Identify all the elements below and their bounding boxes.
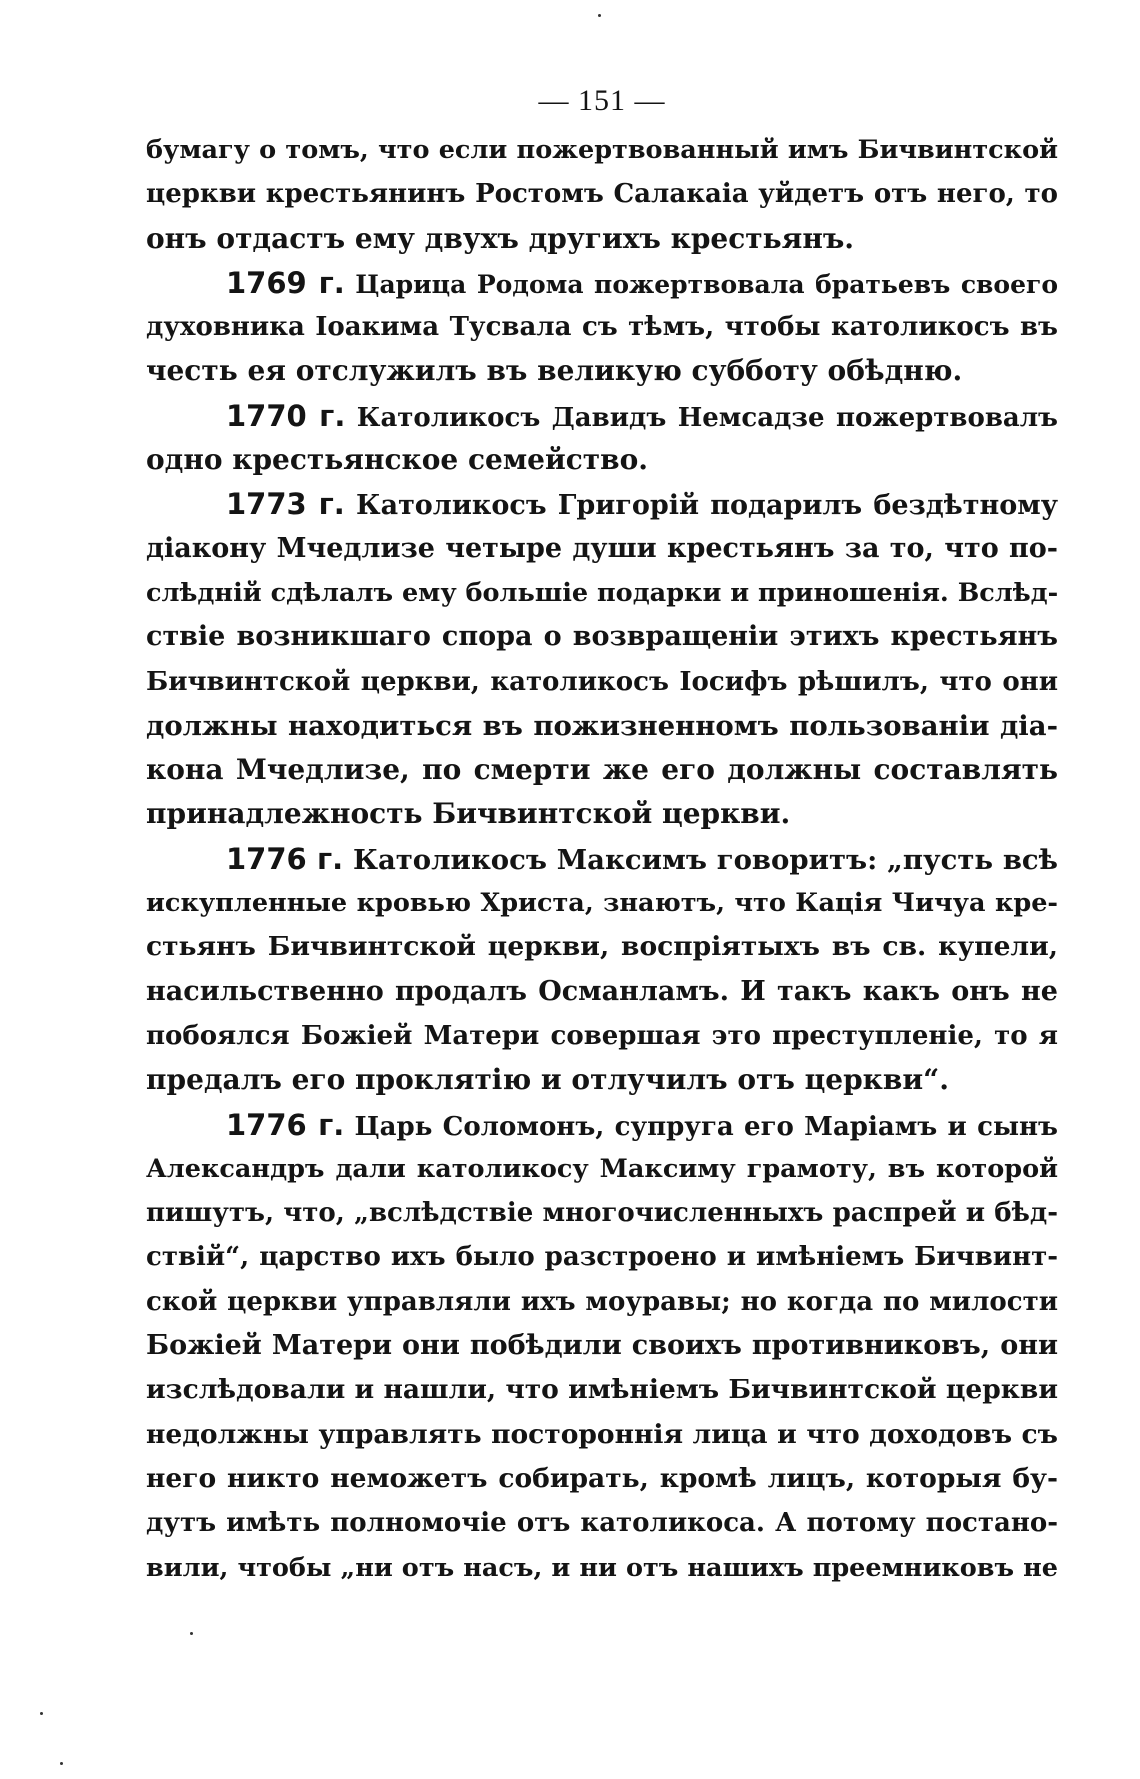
text-body [146,128,1058,1590]
year-label: 1773 г. [226,487,345,522]
text-line: Бичвинтской церкви, католикосъ Іосифъ рѣшилъ, что они [146,666,1058,697]
text-line: должны находиться въ пожизненномъ пользованіи діа- [146,709,1058,742]
line-text: Католикосъ Давидъ Немсадзе пожертвовалъ [356,402,1058,433]
paragraph [146,837,1058,1103]
paragraph [146,261,1058,394]
text-line: слѣдній сдѣлалъ ему большіе подарки и приношенія. Вслѣд- [146,577,1058,608]
text-line: ствій“, царство ихъ было разстроено и имѣніемъ Бичвинт- [146,1242,1058,1273]
text-line: предалъ его проклятію и отлучилъ отъ церкви“. [146,1063,949,1097]
paragraph [146,482,1058,836]
scan-speck [60,1762,63,1765]
line-text: Католикосъ Григорій подарилъ бездѣтному [356,490,1058,522]
text-line: побоялся Божіей Матери совершая это преступленіе, то я [146,1020,1058,1051]
text-line [146,837,1058,881]
text-line: Божіей Матери они побѣдили своихъ противниковъ, они [146,1330,1058,1362]
text-line: діакону Мчедлизе четыре души крестьянъ за то, что по- [146,532,1058,564]
text-line: недолжны управлять постороннія лица и что доходовъ съ [146,1418,1058,1450]
text-line: стьянъ Бичвинтской церкви, воспріятыхъ въ св. купели, [146,931,1058,963]
paragraph [146,394,1058,483]
text-line: насильственно продалъ Османламъ. И такъ какъ онъ не [146,975,1058,1007]
text-line: Александръ дали католикосу Максиму грамоту, въ которой [146,1153,1058,1184]
text-line: искупленные кровью Христа, знаютъ, что Кація Чичуа кре- [146,888,1058,919]
text-line: духовника Іоакима Тусвала съ тѣмъ, чтобы католикосъ въ [146,312,1058,343]
text-line: пишутъ, что, „вслѣдствіе многочисленныхъ распрей и бѣд- [146,1198,1058,1229]
line-text: Царица Родома пожертвовала братьевъ своего [355,269,1058,299]
year-label: 1776 г. [226,841,344,876]
year-label: 1776 г. [226,1107,345,1142]
paragraph [146,128,1058,261]
year-label: 1770 г. [226,398,346,433]
text-line: онъ отдастъ ему двухъ другихъ крестьянъ. [146,221,855,255]
text-line: него никто неможетъ собирать, кромѣ лицъ, которыя бу- [146,1462,1058,1494]
text-line [146,261,1058,305]
paragraph [146,1103,1058,1590]
text-line [146,394,1058,438]
text-line: кона Мчедлизе, по смерти же его должны составлять [146,753,1058,787]
year-label: 1769 г. [226,265,345,300]
text-line: вили, чтобы „ни отъ насъ, и ни отъ нашихъ преемниковъ не [146,1552,1058,1583]
text-line: церкви крестьянинъ Ростомъ Салакаіа уйдетъ отъ него, то [146,179,1058,210]
scan-speck [40,1712,43,1715]
text-line: изслѣдовали и нашли, что имѣніемъ Бичвинтской церкви [146,1374,1058,1406]
text-line [146,482,1058,526]
text-line: ской церкви управляли ихъ моуравы; но когда по милости [146,1286,1058,1317]
text-line: принадлежность Бичвинтской церкви. [146,797,791,831]
book-page [146,84,1058,1590]
scan-speck [190,1632,193,1635]
page-number: — 151 — [538,84,666,117]
text-line: дутъ имѣть полномочіе отъ католикоса. А потому постано- [146,1508,1058,1539]
text-line: честь ея отслужилъ въ великую субботу обѣдню. [146,354,963,388]
text-line: бумагу о томъ, что если пожертвованный имъ Бичвинтской [146,135,1058,165]
scan-speck [598,14,601,17]
text-line: одно крестьянское семейство. [146,443,649,477]
text-line: ствіе возникшаго спора о возвращеніи этихъ крестьянъ [146,621,1058,653]
text-line [146,1103,1058,1147]
line-text: Царь Соломонъ, супруга его Маріамъ и сынъ [354,1111,1058,1142]
line-text: Католикосъ Максимъ говоритъ: „пусть всѣ [352,843,1058,876]
